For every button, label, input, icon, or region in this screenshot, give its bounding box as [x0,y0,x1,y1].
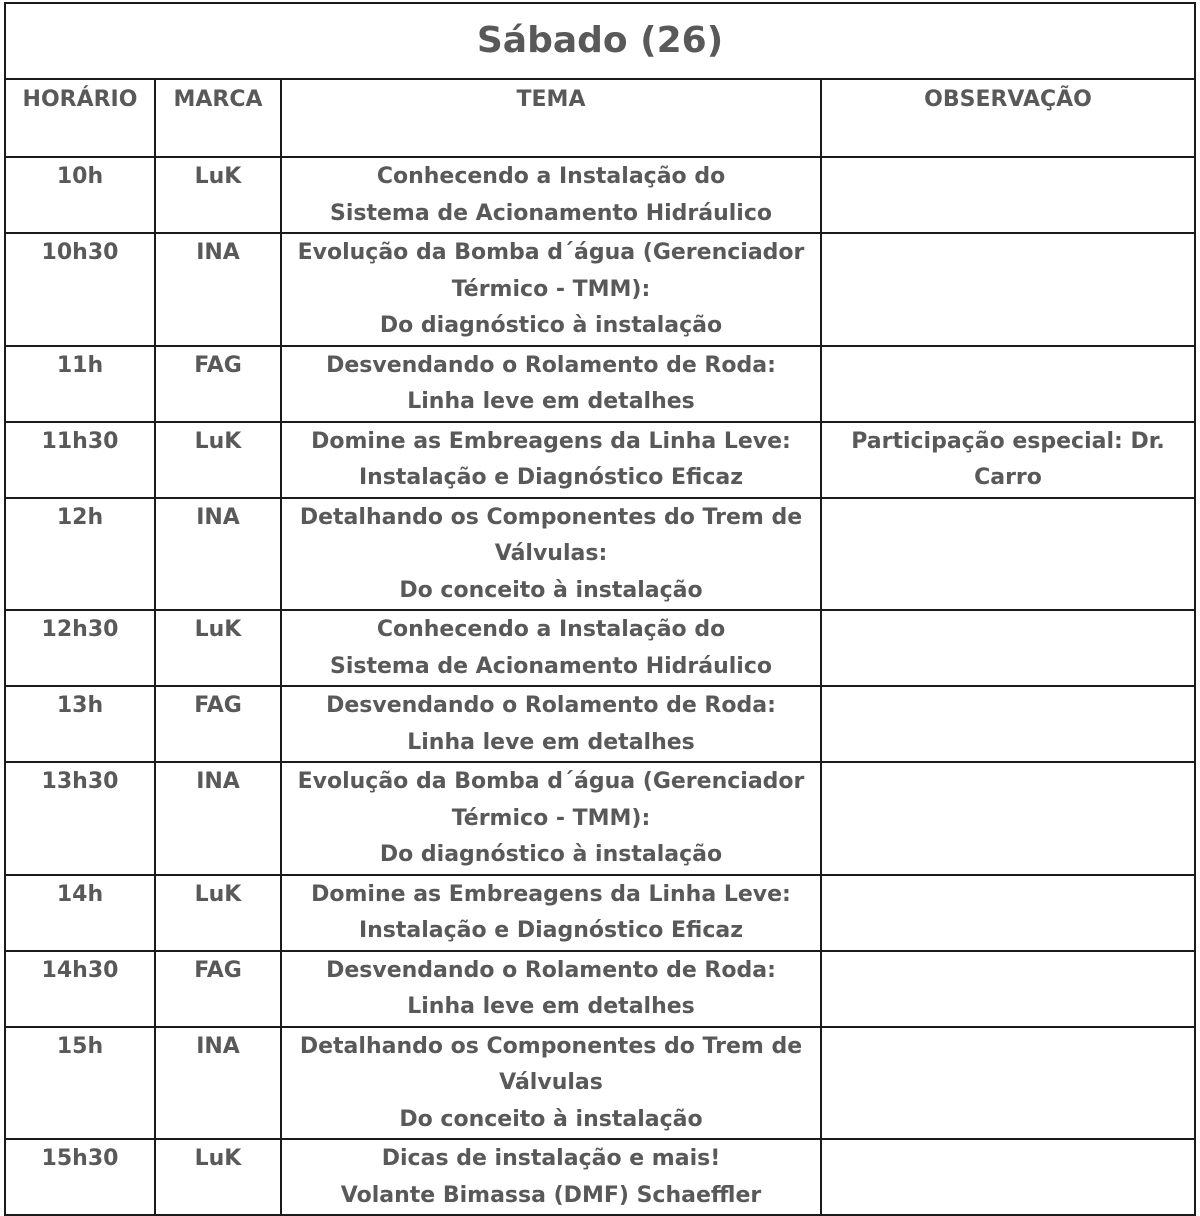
cell-observacao [821,233,1195,346]
tema-line: Linha leve em detalhes [407,729,695,755]
tema-line: Sistema de Acionamento Hidráulico [330,200,772,226]
cell-observacao [821,951,1195,1027]
cell-marca [155,686,281,762]
horario-text: 13h [56,693,104,718]
cell-observacao [821,422,1195,498]
cell-marca [155,951,281,1027]
table-row [5,762,1195,875]
cell-tema [281,498,821,611]
tema-line: Desvendando o Rolamento de Roda: [326,957,776,983]
cell-horario [5,951,155,1027]
tema-line: Do diagnóstico à instalação [379,842,723,867]
cell-tema [281,157,821,233]
cell-horario [5,762,155,875]
table-row [5,875,1195,951]
horario-text: 10h [56,164,104,189]
tema-line: Do conceito à instalação [399,1106,703,1132]
cell-horario [5,1139,155,1215]
cell-tema [281,875,821,951]
table-row [5,422,1195,498]
horario-text: 11h30 [41,428,119,454]
tema-line: Evolução da Bomba d´água (Gerenciador [297,769,805,794]
marca-text: FAG [194,693,242,718]
schedule-title: Sábado (26) [5,3,1195,79]
cell-horario [5,157,155,233]
cell-horario [5,422,155,498]
cell-observacao [821,1027,1195,1140]
cell-observacao [821,762,1195,875]
tema-line: Térmico - TMM): [451,805,651,831]
cell-tema [281,233,821,346]
cell-observacao [821,1139,1195,1215]
cell-tema [281,346,821,422]
cell-horario [5,610,155,686]
horario-text: 15h [56,1033,104,1059]
cell-marca [155,157,281,233]
header-marca: MARCA [155,79,281,157]
schedule-table [4,2,1196,1216]
table-row [5,233,1195,346]
cell-tema [281,610,821,686]
observacao-line: Participação especial: Dr. [851,428,1165,454]
cell-observacao [821,875,1195,951]
marca-text: LuK [194,617,242,642]
cell-observacao [821,498,1195,611]
cell-tema [281,762,821,875]
observacao-line: Carro [974,465,1042,490]
cell-marca [155,875,281,951]
cell-horario [5,498,155,611]
table-row [5,610,1195,686]
cell-marca [155,1027,281,1140]
table-row [5,346,1195,422]
marca-text: INA [196,504,240,530]
cell-horario [5,875,155,951]
header-row [5,79,1195,157]
tema-line: Instalação e Diagnóstico Eficaz [358,465,744,490]
table-row [5,951,1195,1027]
tema-line: Conhecendo a Instalação do [376,164,726,189]
tema-line: Desvendando o Rolamento de Roda: [326,693,776,718]
horario-text: 10h30 [41,240,119,265]
tema-line: Linha leve em detalhes [407,389,695,414]
cell-tema [281,686,821,762]
header-tema: TEMA [281,79,821,157]
marca-text: LuK [194,428,242,454]
marca-text: LuK [194,881,242,907]
horario-text: 11h [56,352,104,378]
table-row [5,1139,1195,1215]
cell-observacao [821,686,1195,762]
cell-marca [155,422,281,498]
tema-line: Evolução da Bomba d´água (Gerenciador [297,240,805,265]
cell-horario [5,686,155,762]
horario-text: 12h [56,504,104,530]
cell-tema [281,422,821,498]
cell-horario [5,233,155,346]
cell-marca [155,346,281,422]
title-row [5,3,1195,79]
horario-text: 12h30 [41,617,119,642]
cell-horario [5,1027,155,1140]
cell-observacao [821,346,1195,422]
cell-observacao [821,610,1195,686]
table-row [5,498,1195,611]
header-observacao: OBSERVAÇÃO [821,79,1195,157]
tema-line: Dicas de instalação e mais! [381,1146,721,1171]
tema-line: Volante Bimassa (DMF) Schaeffler [340,1182,762,1208]
tema-line: Domine as Embreagens da Linha Leve: [311,428,791,454]
table-row [5,157,1195,233]
tema-line: Válvulas: [494,541,608,566]
marca-text: INA [196,1033,240,1059]
cell-marca [155,1139,281,1215]
tema-line: Sistema de Acionamento Hidráulico [330,653,772,679]
horario-text: 14h [56,881,104,907]
tema-line: Válvulas [499,1070,603,1095]
marca-text: LuK [194,164,242,189]
cell-marca [155,762,281,875]
tema-line: Linha leve em detalhes [407,994,695,1019]
cell-marca [155,498,281,611]
marca-text: INA [196,240,240,265]
cell-tema [281,1139,821,1215]
table-row [5,1027,1195,1140]
horario-text: 15h30 [41,1146,119,1171]
table-row [5,686,1195,762]
cell-observacao [821,157,1195,233]
cell-tema [281,1027,821,1140]
horario-text: 14h30 [41,957,119,983]
tema-line: Instalação e Diagnóstico Eficaz [358,918,744,943]
tema-line: Do conceito à instalação [399,577,703,603]
tema-line: Detalhando os Componentes do Trem de [299,1033,803,1059]
marca-text: INA [196,769,240,794]
tema-line: Conhecendo a Instalação do [376,617,726,642]
marca-text: FAG [194,352,242,378]
tema-line: Do diagnóstico à instalação [379,313,723,338]
tema-line: Domine as Embreagens da Linha Leve: [311,881,791,907]
header-horario: HORÁRIO [5,79,155,157]
cell-marca [155,233,281,346]
cell-tema [281,951,821,1027]
horario-text: 13h30 [41,769,119,794]
marca-text: LuK [194,1146,242,1171]
marca-text: FAG [194,957,242,983]
cell-marca [155,610,281,686]
tema-line: Térmico - TMM): [451,276,651,302]
tema-line: Detalhando os Componentes do Trem de [299,504,803,530]
tema-line: Desvendando o Rolamento de Roda: [326,352,776,378]
cell-horario [5,346,155,422]
